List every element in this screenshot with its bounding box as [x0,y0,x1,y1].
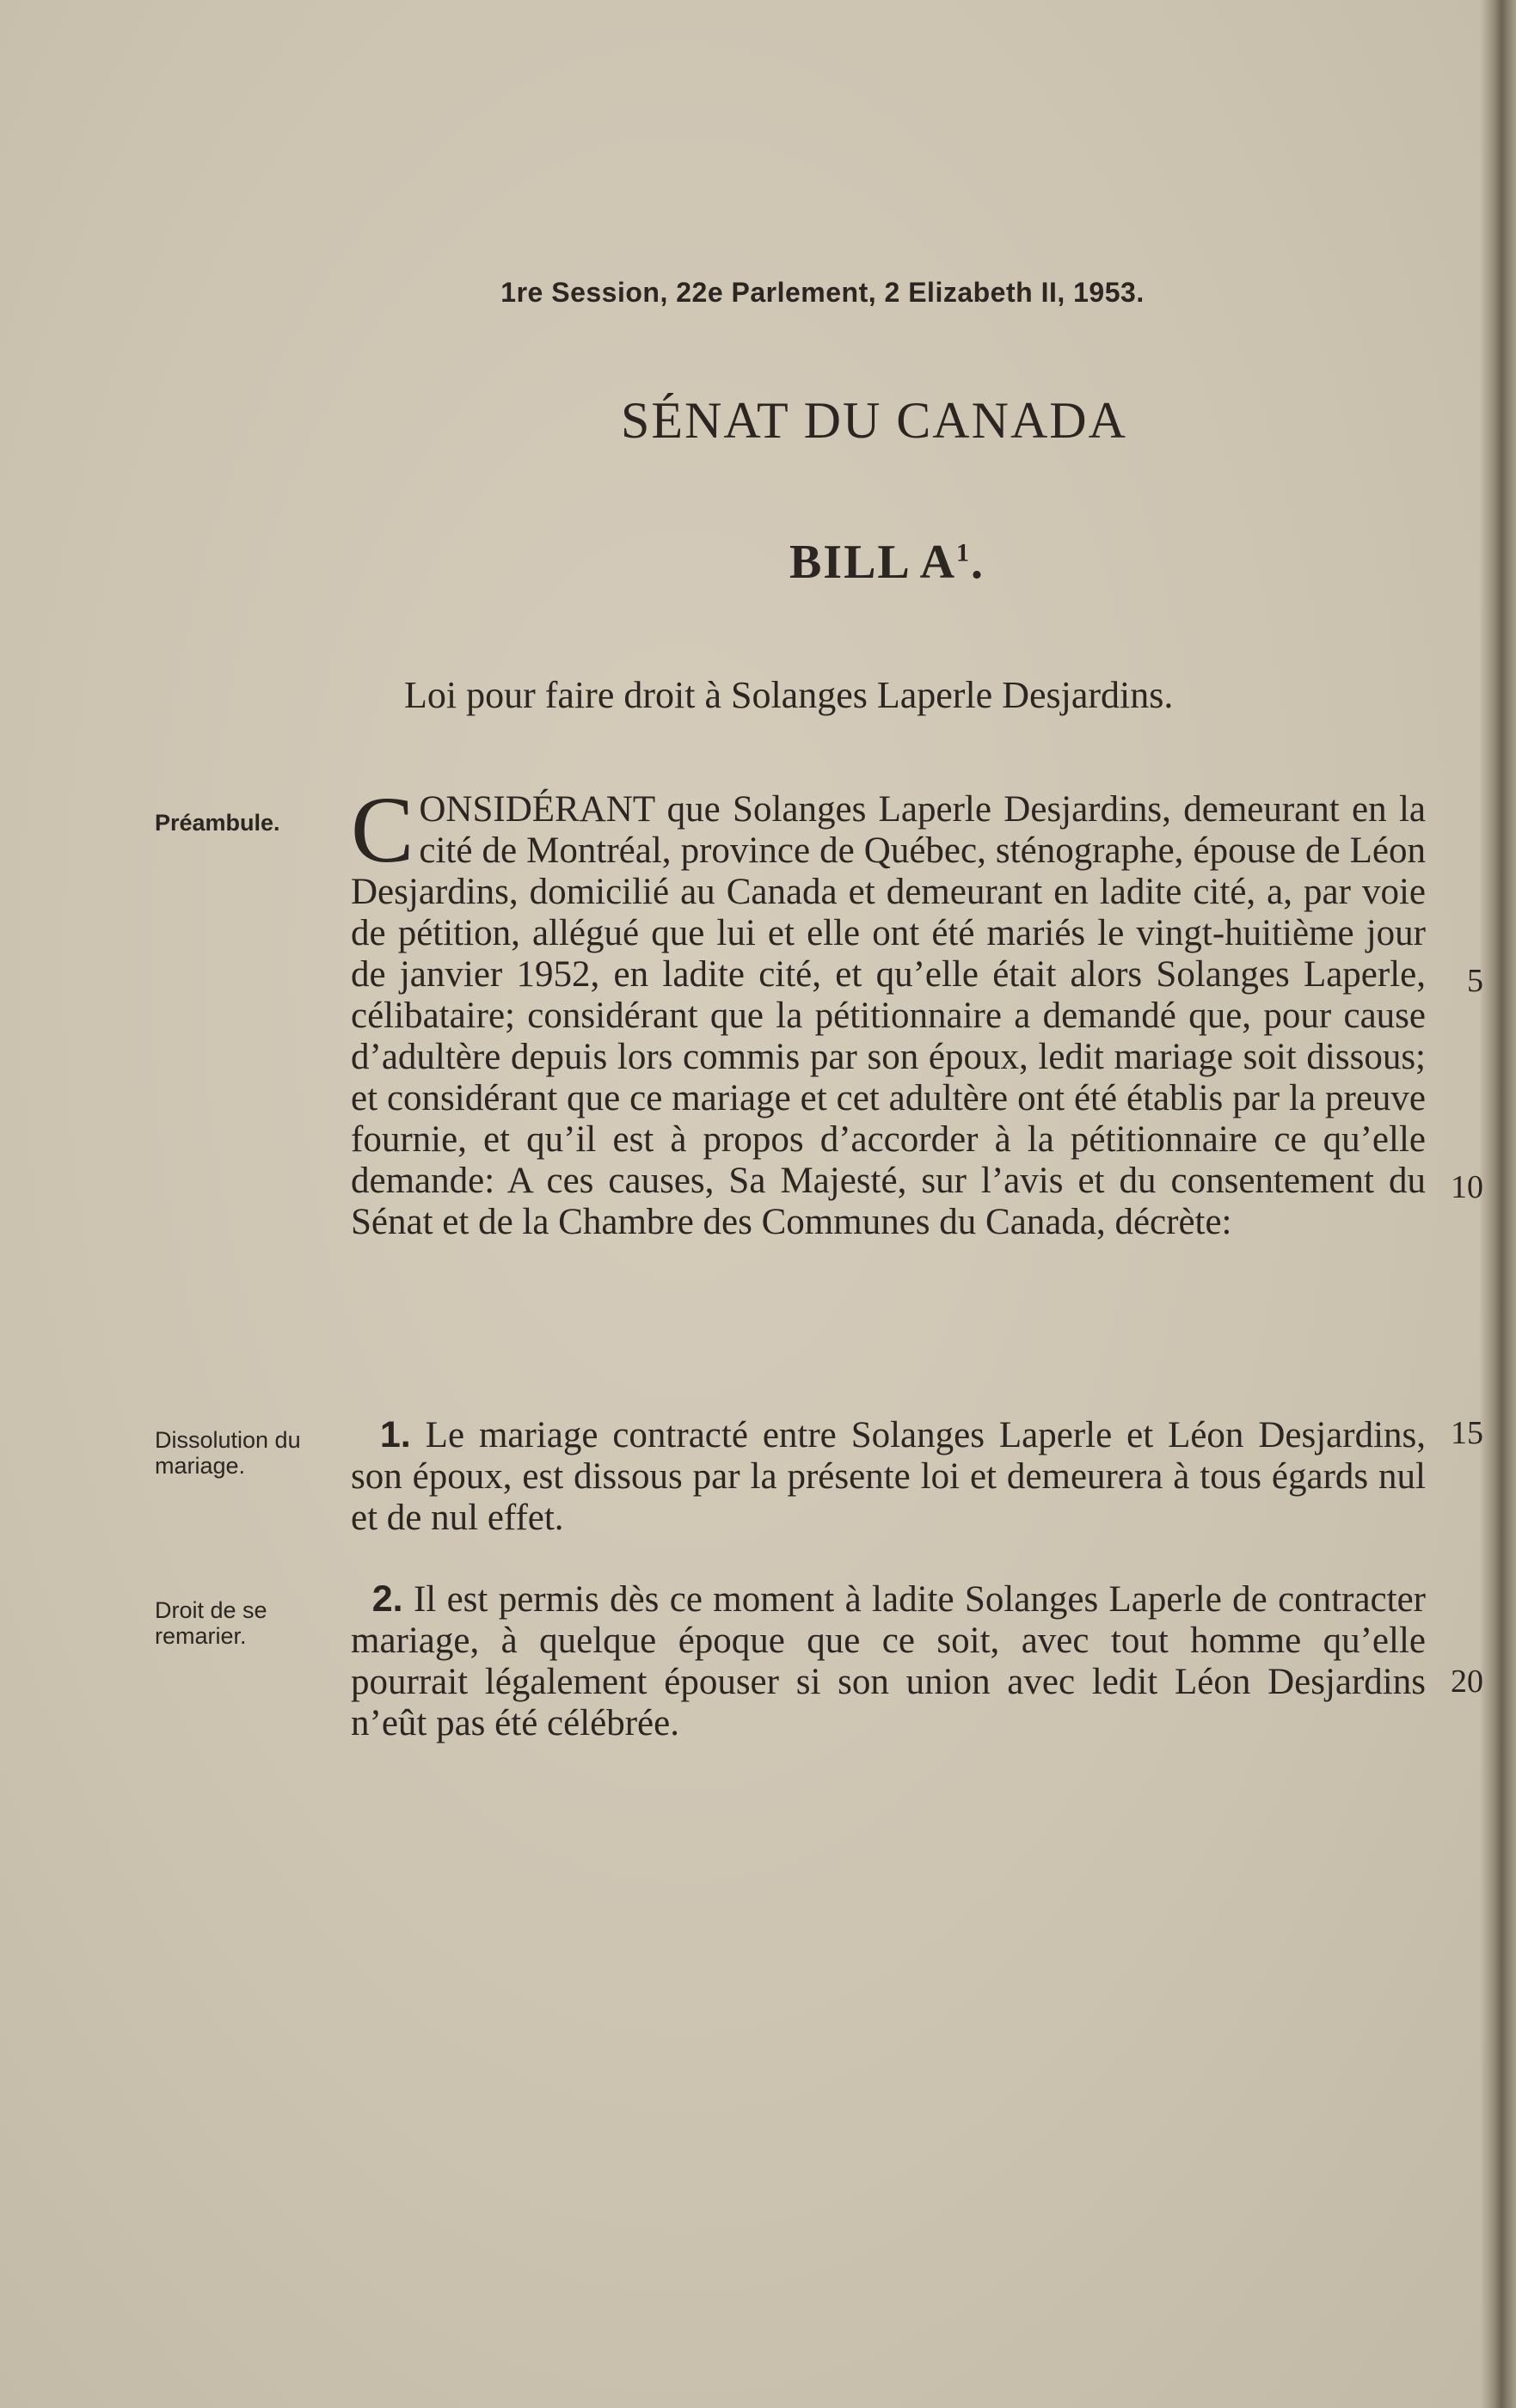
section-2 [351,1578,1426,1744]
margin-note-remarry: Droit de se remarier. [155,1597,267,1649]
dropcap-letter: C [351,777,414,882]
preamble-text: ONSIDÉRANT que Solanges Laperle Desjardins, demeurant en la cité de Montréal, province de Québec, sténographe, épouse de Léon Desjardins, domicilié au Canada et demeurant en ladite cité, a, par voie de pétition, allégué que lui et elle ont été mariés le vingt-huitième jour de janvier 1952, en ladite cité, et qu’elle était alors Solanges Laperle, célibataire; considérant que la pétitionnaire a demandé que, pour cause d’adultère depuis lors commis par son époux, ledit mariage soit dissous; et considérant que ce mariage et cet adultère ont été établis par la preuve fournie, et qu’il est à propos d’accorder à la pétitionnaire ce qu’elle demande: A ces causes, Sa Majesté, sur l’avis et du consentement du Sénat et de la Chambre des Communes du Canada, décrète: [351,789,1426,1242]
margin-note-dissolution: Dissolution du mariage. [155,1427,301,1479]
bill-period: . [971,536,985,589]
line-number-5: 5 [1467,963,1483,999]
page-binding-edge [1480,0,1516,2408]
bill-title [0,535,1516,590]
session-line: 1re Session, 22e Parlement, 2 Elizabeth II, 1953. [500,277,1145,308]
section-1 [351,1414,1426,1539]
line-number-10: 10 [1451,1169,1483,1205]
section-2-number: 2. [371,1578,403,1620]
bill-title-text: BILL A [789,536,957,589]
bill-subtitle: Loi pour faire droit à Solanges Laperle Desjardins. [404,674,1174,716]
margin-note-preamble: Préambule. [155,810,280,836]
bill-superscript: 1 [956,538,972,567]
section-2-text: Il est permis dès ce moment à ladite Solanges Laperle de contracter mariage, à quelque époque que ce soit, avec tout homme qu’elle pourrait légalement épouser si son union avec ledit Léon Desjardins n’eût pas été célébrée. [351,1579,1426,1743]
section-1-number: 1. [379,1414,411,1455]
line-number-15: 15 [1451,1415,1483,1451]
senate-heading: SÉNAT DU CANADA [621,392,1127,449]
section-1-text: Le mariage contracté entre Solanges Laperle et Léon Desjardins, son époux, est dissous par la présente loi et demeurera à tous égards nul et de nul effet. [351,1415,1427,1538]
line-number-20: 20 [1451,1664,1483,1700]
preamble-paragraph [351,777,1426,1243]
